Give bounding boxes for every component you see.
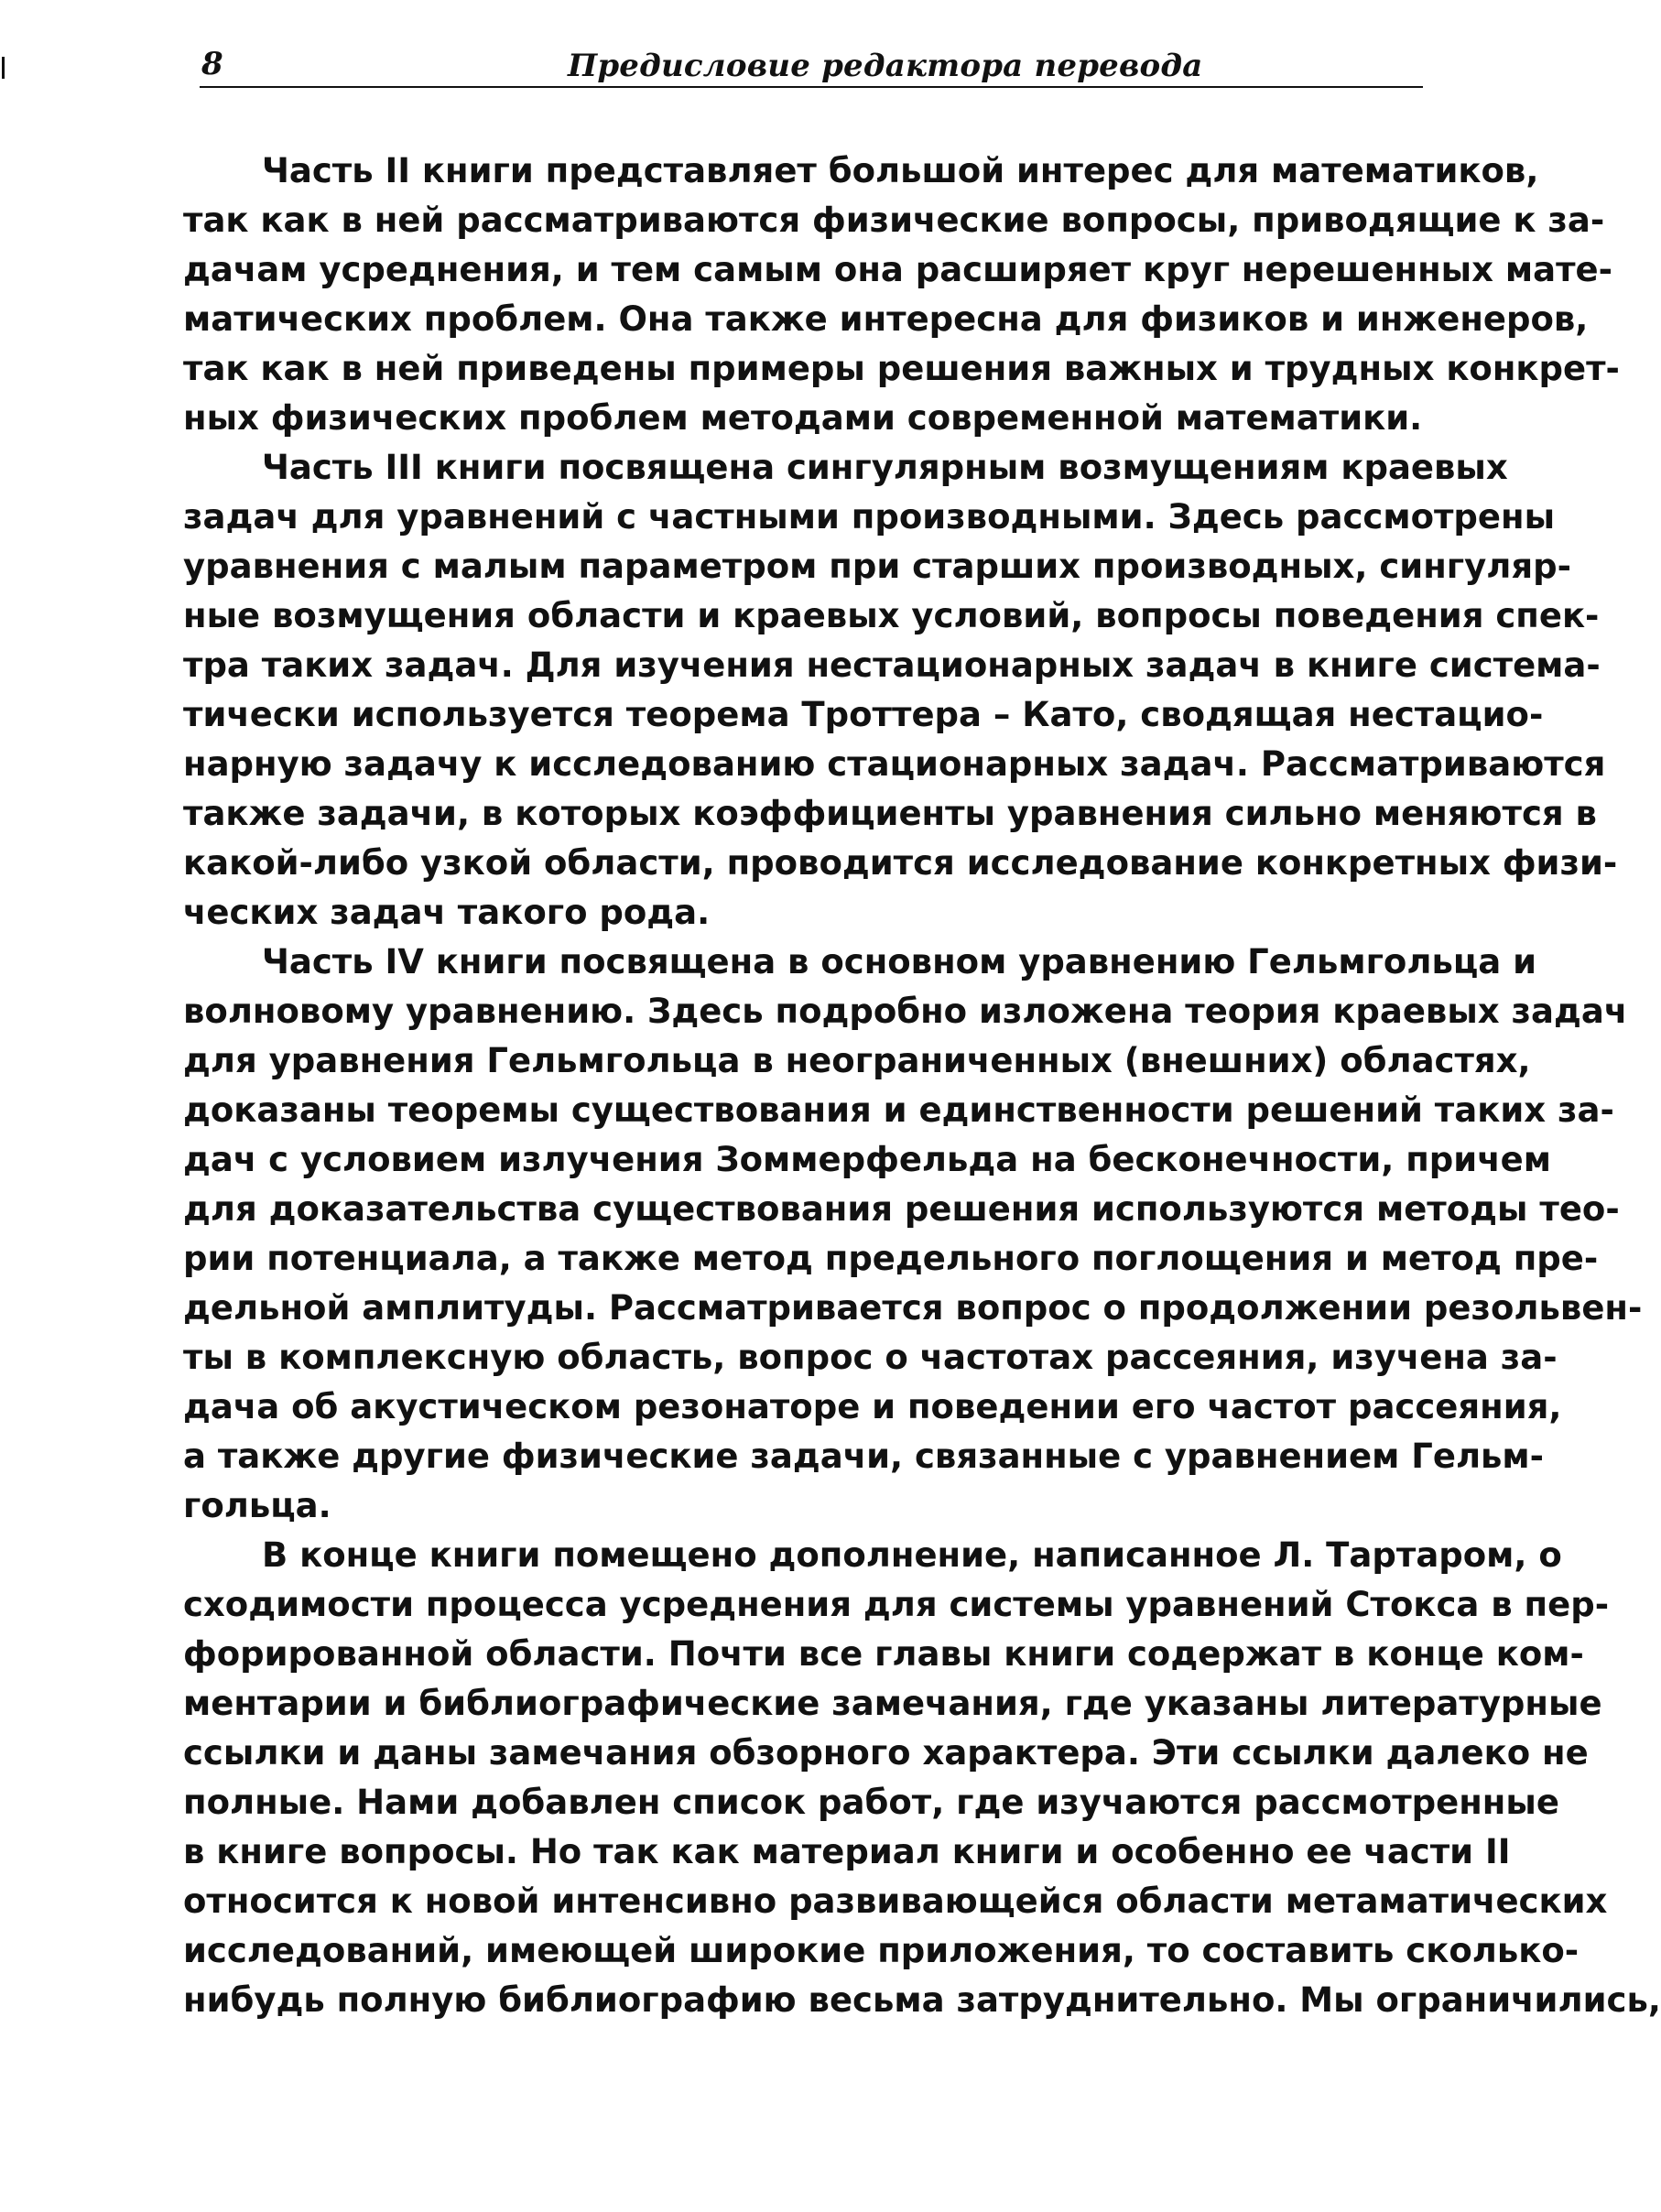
text-line: ты в комплексную область, вопрос о частотах рассеяния, изучена за- xyxy=(183,1338,1558,1377)
text-line: дачам усреднения, и тем самым она расширяет круг нерешенных мате- xyxy=(183,250,1612,289)
text-line: доказаны теоремы существования и единственности решений таких за- xyxy=(183,1090,1614,1130)
text-line: дача об акустическом резонаторе и поведении его частот рассеяния, xyxy=(183,1387,1562,1426)
text-line: форированной области. Почти все главы книги содержат в конце ком- xyxy=(183,1634,1584,1674)
text-line: ссылки и даны замечания обзорного характера. Эти ссылки далеко не xyxy=(183,1733,1589,1773)
text-line: сходимости процесса усреднения для системы уравнений Стокса в пер- xyxy=(183,1585,1610,1624)
text-line: ческих задач такого рода. xyxy=(183,893,711,932)
running-header xyxy=(200,44,1423,88)
text-line: в книге вопросы. Но так как материал книги и особенно ее части II xyxy=(183,1832,1511,1871)
text-line: так как в ней приведены примеры решения важных и трудных конкрет- xyxy=(183,349,1620,388)
text-line: для уравнения Гельмгольца в неограниченных (внешних) областях, xyxy=(183,1041,1531,1080)
text-line: так как в ней рассматриваются физические вопросы, приводящие к за- xyxy=(183,201,1605,240)
text-line: нибудь полную библиографию весьма затруднительно. Мы ограничились, xyxy=(183,1980,1661,2020)
header-title: Предисловие редактора перевода xyxy=(568,48,1203,84)
text-body xyxy=(183,146,1661,2025)
paragraph-part-four xyxy=(183,938,1643,1531)
text-line: полные. Нами добавлен список работ, где изучаются рассмотренные xyxy=(183,1783,1559,1822)
left-edge-mark xyxy=(2,57,5,79)
text-line: рии потенциала, а также метод предельного поглощения и метод пре- xyxy=(183,1239,1599,1278)
text-line: ных физических проблем методами современной математики. xyxy=(183,398,1423,438)
text-line: а также другие физические задачи, связанные с уравнением Гельм- xyxy=(183,1437,1545,1476)
text-line: задач для уравнений с частными производными. Здесь рассмотрены xyxy=(183,497,1556,537)
text-line: гольца. xyxy=(183,1486,331,1525)
text-line: исследований, имеющей широкие приложения, то составить сколько- xyxy=(183,1931,1580,1970)
text-line: относится к новой интенсивно развивающейся области метаматических xyxy=(183,1881,1608,1921)
text-line: дач с условием излучения Зоммерфельда на бесконечности, причем xyxy=(183,1140,1551,1179)
text-line: Часть III книги посвящена сингулярным возмущениям краевых xyxy=(262,448,1508,487)
text-line: нарную задачу к исследованию стационарных задач. Рассматриваются xyxy=(183,744,1606,784)
page-number: 8 xyxy=(201,46,223,82)
paragraph-part-three xyxy=(183,443,1618,938)
text-line: тра таких задач. Для изучения нестационарных задач в книге система- xyxy=(183,645,1601,685)
text-line: ные возмущения области и краевых условий, вопросы поведения спек- xyxy=(183,596,1600,635)
text-line: уравнения с малым параметром при старших производных, сингуляр- xyxy=(183,547,1571,586)
text-line: волновому уравнению. Здесь подробно изложена теория краевых задач xyxy=(183,992,1628,1031)
text-line: Часть II книги представляет большой интерес для математиков, xyxy=(262,151,1539,190)
text-line: тически используется теорема Троттера – Като, сводящая нестацио- xyxy=(183,695,1544,734)
text-line: дельной амплитуды. Рассматривается вопрос о продолжении резольвен- xyxy=(183,1288,1643,1328)
text-line: матических проблем. Она также интересна для физиков и инженеров, xyxy=(183,299,1589,339)
text-line: В конце книги помещено дополнение, написанное Л. Тартаром, о xyxy=(262,1535,1562,1575)
text-line: какой-либо узкой области, проводится исследование конкретных физи- xyxy=(183,843,1618,883)
text-line: для доказательства существования решения используются методы тео- xyxy=(183,1189,1620,1229)
paragraph-part-two xyxy=(183,146,1620,443)
text-line: ментарии и библиографические замечания, где указаны литературные xyxy=(183,1684,1602,1723)
text-line: также задачи, в которых коэффициенты уравнения сильно меняются в xyxy=(183,794,1597,833)
text-line: Часть IV книги посвящена в основном уравнению Гельмгольца и xyxy=(262,942,1537,981)
paragraph-conclusion xyxy=(183,1531,1661,2025)
